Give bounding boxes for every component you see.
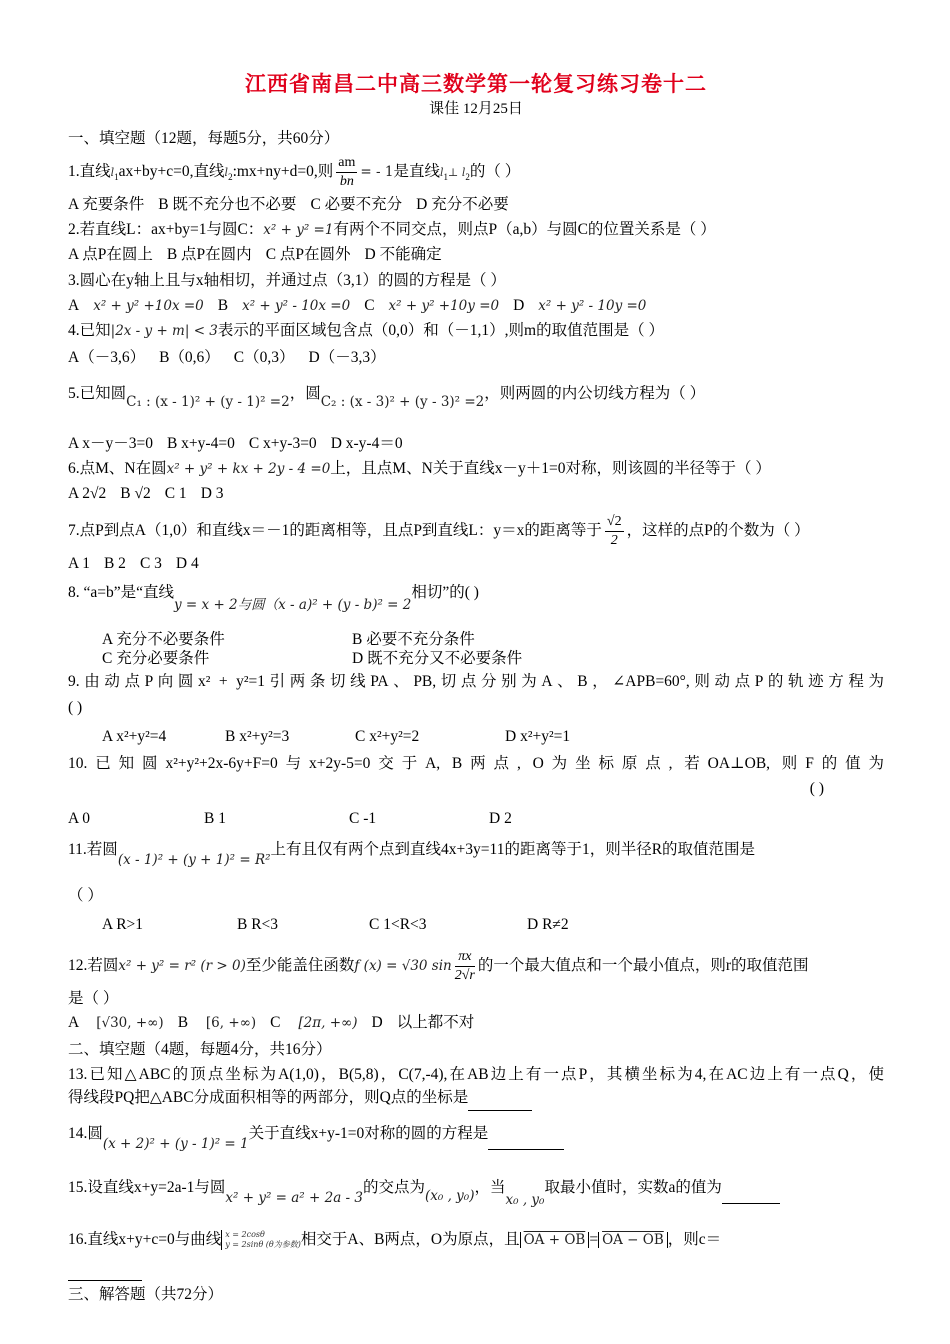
q1-perp: ⊥ l	[447, 165, 466, 179]
q10-options	[68, 807, 884, 830]
q16-curve: x = 2cosθ y = 2sinθ (θ为参数)	[221, 1230, 301, 1250]
q12-text-a: 12.若圆	[68, 957, 119, 975]
q7-option-a[interactable]: A 1	[68, 555, 90, 573]
q16-equals: =	[589, 1230, 599, 1248]
q1-l2: l	[224, 165, 229, 179]
q4-text-b: 表示的平面区域包含点（0,0）和（－1,1）,则m的取值范围是（ ）	[217, 322, 664, 339]
q2-option-c[interactable]: C 点P在圆外	[265, 246, 351, 264]
q5-option-b[interactable]: B x+y-4=0	[166, 434, 235, 452]
q16-vector-diff: OA − OB	[598, 1232, 668, 1248]
section-heading-2: 二、填空题（4题，每题4分，共16分）	[68, 1040, 332, 1058]
q12-function: f (x) = √30 sin	[354, 958, 452, 975]
q11-tail: （ ）	[68, 886, 103, 904]
q10-option-d[interactable]: D 2	[489, 809, 512, 827]
question-1: 1.直线$l_1ax+by+c=0$,直线$l_2:mx+ny+d=0$,则 $\frac{am}{bn}$ = - 1是直线$l_1\perp$ $l_2$的（ ） A 充要条件 B 既不充分也不必要 C 必要不充分 D 充分不必要	[68, 154, 884, 216]
q6-option-c[interactable]: C 1	[164, 485, 187, 502]
q9-option-a[interactable]: A x²+y²=4	[102, 727, 167, 745]
q13-answer-blank[interactable]	[468, 1086, 532, 1110]
question-2	[68, 218, 884, 267]
q12-text-d: 是（ ）	[68, 990, 119, 1008]
q1-text-c: :mx+ny+d=0,则	[232, 162, 334, 180]
q6-text-b: 上，且点M、N关于直线x－y＋1=0对称，则该圆的半径等于（ ）	[330, 459, 771, 477]
q12-option-a[interactable]: A [√30, +∞)	[68, 1013, 164, 1031]
question-5	[68, 378, 884, 455]
question-12	[68, 948, 884, 1034]
q1-l1: l	[110, 165, 115, 179]
q3-option-a[interactable]: A x² + y² +10x =0	[68, 296, 204, 314]
q11-option-c[interactable]: C 1<R<3	[369, 916, 427, 933]
q1-options	[68, 193, 884, 216]
q4-options	[68, 346, 884, 369]
q12-fraction: $\frac{\pi x}{2√r}$	[454, 949, 475, 984]
question-7	[68, 513, 884, 575]
q16-text-c: ，则c＝	[667, 1230, 722, 1248]
q14-text-b: 关于直线x+y-1=0对称的圆的方程是	[248, 1124, 489, 1142]
q10-tail: ( )	[809, 780, 824, 798]
q1-text-a: 1.直线	[68, 162, 111, 180]
q4-option-a[interactable]: A（－3,6）	[68, 349, 146, 367]
q12-option-c[interactable]: C [2π, +∞)	[270, 1013, 358, 1031]
q7-text-b: ，这样的点P的个数为（ ）	[626, 522, 810, 540]
question-4	[68, 319, 884, 370]
q5-circle-1: C₁ : (x - 1)² + (y - 1)² =2	[126, 393, 290, 410]
q9-option-d[interactable]: D x²+y²=1	[505, 727, 571, 745]
question-9	[68, 670, 884, 748]
exam-page	[68, 70, 884, 1308]
q2-option-b[interactable]: B 点P在圆内	[166, 246, 252, 264]
q16-text-b: 相交于A、B两点，O为原点，且	[300, 1230, 520, 1248]
q15-math: x² + y² = a² + 2a - 3	[225, 1189, 363, 1206]
q2-options	[68, 243, 884, 266]
question-10	[68, 752, 884, 830]
q15-product: x₀ , y₀	[505, 1191, 545, 1208]
q11-option-d[interactable]: D R≠2	[527, 916, 569, 933]
q10-option-b[interactable]: B 1	[204, 809, 226, 827]
q1-text-h: 的（ ）	[469, 162, 521, 180]
q8-options	[102, 630, 884, 669]
q10-stem: 10.已知圆x²+y²+2x-6y+F=0与x+2y-5=0交于A, B两点, O为坐标原点, 若OA⊥OB, 则F的值为	[68, 755, 884, 772]
q8-option-d[interactable]: D 既不充分又不必要条件	[352, 649, 523, 667]
q12-math: x² + y² = r² (r > 0)	[118, 958, 246, 975]
q4-option-b[interactable]: B（0,6）	[159, 349, 220, 367]
q13-line-1: 13.已知△ABC的顶点坐标为A(1,0)，B(5,8)，C(7,-4),在AB边上有一点P，其横坐标为4,在AC边上有一点Q，使	[68, 1066, 884, 1083]
q2-option-d[interactable]: D 不能确定	[364, 246, 442, 264]
q8-text-a: 8. “a=b”是“直线	[68, 583, 175, 601]
q14-text-a: 14.圆	[68, 1124, 103, 1142]
q5-option-d[interactable]: D x-y-4＝0	[330, 434, 403, 452]
q2-text-a: 2.若直线L：ax+by=1与圆C：	[68, 221, 264, 238]
q6-option-d[interactable]: D 3	[200, 485, 224, 502]
q10-option-c[interactable]: C -1	[349, 809, 377, 827]
q7-fraction: $\frac{√2}{2}$	[606, 514, 622, 549]
q5-text-c: ，则两圆的内公切线方程为（ ）	[484, 384, 706, 402]
q11-option-a[interactable]: A R>1	[102, 916, 144, 933]
q9-option-c[interactable]: C x²+y²=2	[355, 727, 420, 745]
q3-options	[68, 294, 884, 317]
q11-option-b[interactable]: B R<3	[237, 916, 279, 933]
question-13	[68, 1063, 884, 1111]
q9-option-b[interactable]: B x²+y²=3	[225, 727, 290, 745]
q15-point: (x₀ , y₀)	[425, 1187, 475, 1204]
q5-option-a[interactable]: A x－y－3=0	[68, 434, 153, 452]
q14-answer-blank[interactable]	[488, 1119, 564, 1150]
q6-options	[68, 482, 884, 505]
q15-text-d: 取最小值时，实数a的值为	[544, 1178, 722, 1196]
question-11	[68, 834, 884, 937]
q5-text-a: 5.已知圆	[68, 384, 127, 402]
q2-option-a[interactable]: A 点P在圆上	[68, 246, 153, 264]
q7-text-a: 7.点P到点A（1,0）和直线x＝－1的距离相等，且点P到直线L：y＝x的距离等于	[68, 522, 602, 540]
q12-option-d[interactable]: D 以上都不对	[371, 1013, 475, 1031]
q1-option-a[interactable]: A 充要条件	[68, 195, 145, 213]
q1-fraction: $\frac{am}{bn}$	[338, 154, 356, 189]
q3-option-b[interactable]: B x² + y² - 10x =0	[217, 296, 351, 314]
question-16	[68, 1225, 884, 1281]
question-8	[68, 578, 884, 669]
question-15	[68, 1173, 884, 1215]
q5-options	[68, 432, 884, 455]
q12-text-c: 的一个最大值点和一个最小值点，则r的取值范围	[477, 957, 809, 975]
q11-math: (x - 1)² + (y + 1)² = R²	[117, 851, 271, 868]
q15-answer-blank[interactable]	[722, 1173, 780, 1204]
question-6	[68, 457, 884, 506]
q16-text-a: 16.直线x+y+c=0与曲线	[68, 1230, 222, 1248]
q6-option-b[interactable]: B √2	[120, 485, 151, 502]
q1-option-d[interactable]: D 充分不必要	[416, 195, 509, 213]
q12-options	[68, 1011, 884, 1034]
q9-tail: ( )	[68, 698, 83, 716]
q12-option-b[interactable]: B [6, +∞)	[177, 1013, 257, 1031]
q10-option-a[interactable]: A 0	[68, 809, 90, 827]
q9-stem: 9.由动点P向圆x² + y²=1引两条切线PA、PB,切点分别为A、B，∠APB=60°,则动点P的轨迹方程为	[68, 673, 884, 691]
question-3	[68, 269, 884, 318]
q15-text-b: 的交点为	[362, 1178, 425, 1196]
q5-option-c[interactable]: C x+y-3=0	[248, 434, 317, 452]
section-heading-1: 一、填空题（12题，每题5分，共60分）	[68, 129, 340, 147]
q6-option-a[interactable]: A 2√2	[68, 485, 107, 502]
q1-eq: = - 1	[360, 163, 394, 180]
q7-options	[68, 552, 884, 575]
q7-option-c[interactable]: C 3	[139, 555, 162, 573]
q14-math: (x + 2)² + (y - 1)² = 1	[102, 1135, 249, 1152]
q4-text-a: 4.已知	[68, 322, 111, 339]
q16-answer-blank[interactable]	[68, 1257, 142, 1281]
q3-option-d[interactable]: D x² + y² - 10y =0	[513, 296, 647, 314]
q11-text-a: 11.若圆	[68, 840, 118, 858]
q11-options	[102, 913, 884, 936]
q7-option-d[interactable]: D 4	[175, 555, 199, 573]
q8-option-b[interactable]: B 必要不充分条件	[352, 630, 475, 648]
q1-l1b: l	[439, 165, 444, 179]
q1-text-b: ax+by+c=0,直线	[118, 162, 225, 180]
q6-math: x² + y² + kx + 2y - 4 =0	[166, 460, 331, 477]
q12-text-b: 至少能盖住函数	[245, 957, 355, 975]
page-title: 江西省南昌二中高三数学第一轮复习练习卷十二	[245, 72, 707, 96]
page-subtitle: 课佳 12月25日	[429, 101, 523, 117]
q8-option-c[interactable]: C 充分必要条件	[102, 649, 210, 667]
q15-text-c: ，当	[474, 1178, 506, 1196]
q5-circle-2: C₂ : (x - 3)² + (y - 3)² =2	[320, 393, 485, 410]
q16-vector-sum: OA + OB	[520, 1232, 590, 1248]
q5-text-b: ，圆	[289, 384, 321, 402]
q2-text-b: 有两个不同交点，则点P（a,b）与圆C的位置关系是（ ）	[333, 221, 716, 238]
q8-math: y = x + 2与圆（x - a)² + (y - b)² = 2	[174, 596, 412, 613]
q2-math: x² + y² =1	[263, 222, 334, 238]
q1-option-b[interactable]: B 既不充分也不必要	[158, 195, 297, 213]
q3-stem: 3.圆心在y轴上且与x轴相切，并通过点（3,1）的圆的方程是（ ）	[68, 271, 506, 289]
q4-math: |2x - y + m| < 3	[110, 323, 218, 339]
q8-text-b: 相切”的( )	[411, 583, 479, 601]
q3-option-c[interactable]: C x² + y² +10y =0	[364, 296, 500, 314]
q4-option-c[interactable]: C（0,3）	[233, 349, 295, 367]
q1-option-c[interactable]: C 必要不充分	[310, 195, 403, 213]
q13-line-2: 得线段PQ把△ABC分成面积相等的两部分，则Q点的坐标是	[68, 1089, 469, 1107]
q7-option-b[interactable]: B 2	[103, 555, 126, 573]
q4-option-d[interactable]: D（－3,3）	[308, 349, 386, 367]
q8-option-a[interactable]: A 充分不必要条件	[102, 630, 225, 648]
q6-text-a: 6.点M、N在圆	[68, 459, 167, 477]
q9-options	[102, 725, 884, 748]
section-heading-3: 三、解答题（共72分）	[68, 1285, 224, 1303]
q15-text-a: 15.设直线x+y=2a-1与圆	[68, 1178, 226, 1196]
q1-text-e: 是直线	[393, 162, 440, 180]
q11-text-b: 上有且仅有两个点到直线4x+3y=11的距离等于1，则半径R的取值范围是	[270, 840, 756, 858]
question-14	[68, 1119, 884, 1159]
